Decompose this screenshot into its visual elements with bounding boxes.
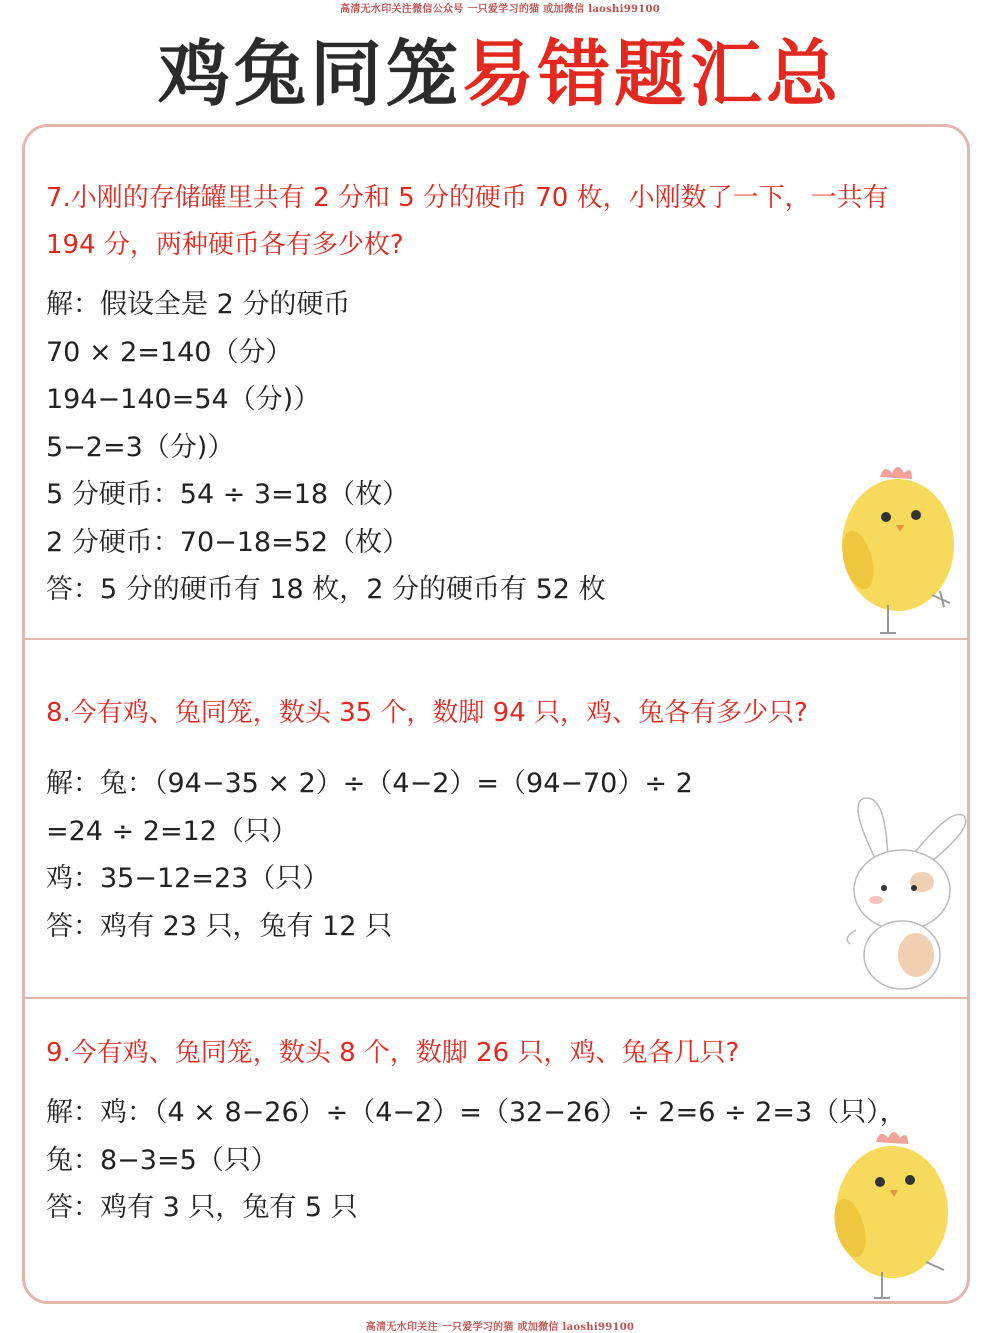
solution-line: 解：鸡：（4 × 8−26）÷（4−2）=（32−26）÷ 2=6 ÷ 2=3（只），	[46, 1097, 907, 1128]
answer-line: 答：鸡有 3 只，兔有 5 只	[46, 1192, 358, 1223]
solution-line: 2 分硬币：70−18=52（枚）	[46, 526, 410, 558]
page-title	[0, 28, 1000, 120]
solution-line: =24 ÷ 2=12（只）	[46, 815, 298, 847]
solution-line: 鸡：35−12=23（只）	[46, 863, 330, 894]
solution-9	[46, 1089, 906, 1232]
solution-line: 解：兔：（94−35 × 2）÷（4−2）=（94−70）÷ 2	[46, 768, 693, 799]
solution-line: 5−2=3（分)）	[46, 431, 235, 463]
solution-7	[46, 281, 906, 614]
question-8: 8.今有鸡、兔同笼，数头 35 个，数脚 94 只，鸡、兔各有多少只?	[46, 698, 808, 728]
answer-line: 答：鸡有 23 只，兔有 12 只	[46, 910, 393, 942]
watermark-bottom: 高清无水印关注 一只爱学习的猫 或加微信 laoshi99100	[365, 1322, 635, 1333]
solution-line: 兔：8−3=5（只）	[46, 1144, 278, 1176]
rabbit-illustration	[836, 790, 976, 995]
chick-illustration	[828, 455, 968, 640]
question-7: 7.小刚的存储罐里共有 2 分和 5 分的硬币 70 枚，小刚数了一下，一共有 194 分，两种硬币各有多少枚?	[46, 183, 889, 260]
chick-illustration	[820, 1120, 960, 1305]
watermark-top: 高清无水印关注微信公众号 一只爱学习的猫 或加微信 laoshi99100	[340, 4, 660, 15]
title-part-red: 易错题汇总	[462, 32, 843, 116]
answer-line: 答：5 分的硬币有 18 枚，2 分的硬币有 52 枚	[46, 574, 606, 605]
question-9: 9.今有鸡、兔同笼，数头 8 个，数脚 26 只，鸡、兔各几只?	[46, 1038, 740, 1068]
section-divider	[25, 997, 970, 999]
solution-8	[46, 760, 906, 950]
solution-line: 5 分硬币：54 ÷ 3=18（枚）	[46, 479, 410, 510]
solution-line: 70 × 2=140（分）	[46, 336, 293, 368]
solution-line: 194−140=54（分)）	[46, 384, 321, 415]
solution-line: 解：假设全是 2 分的硬币	[46, 289, 351, 320]
title-part-black: 鸡兔同笼	[157, 32, 462, 116]
